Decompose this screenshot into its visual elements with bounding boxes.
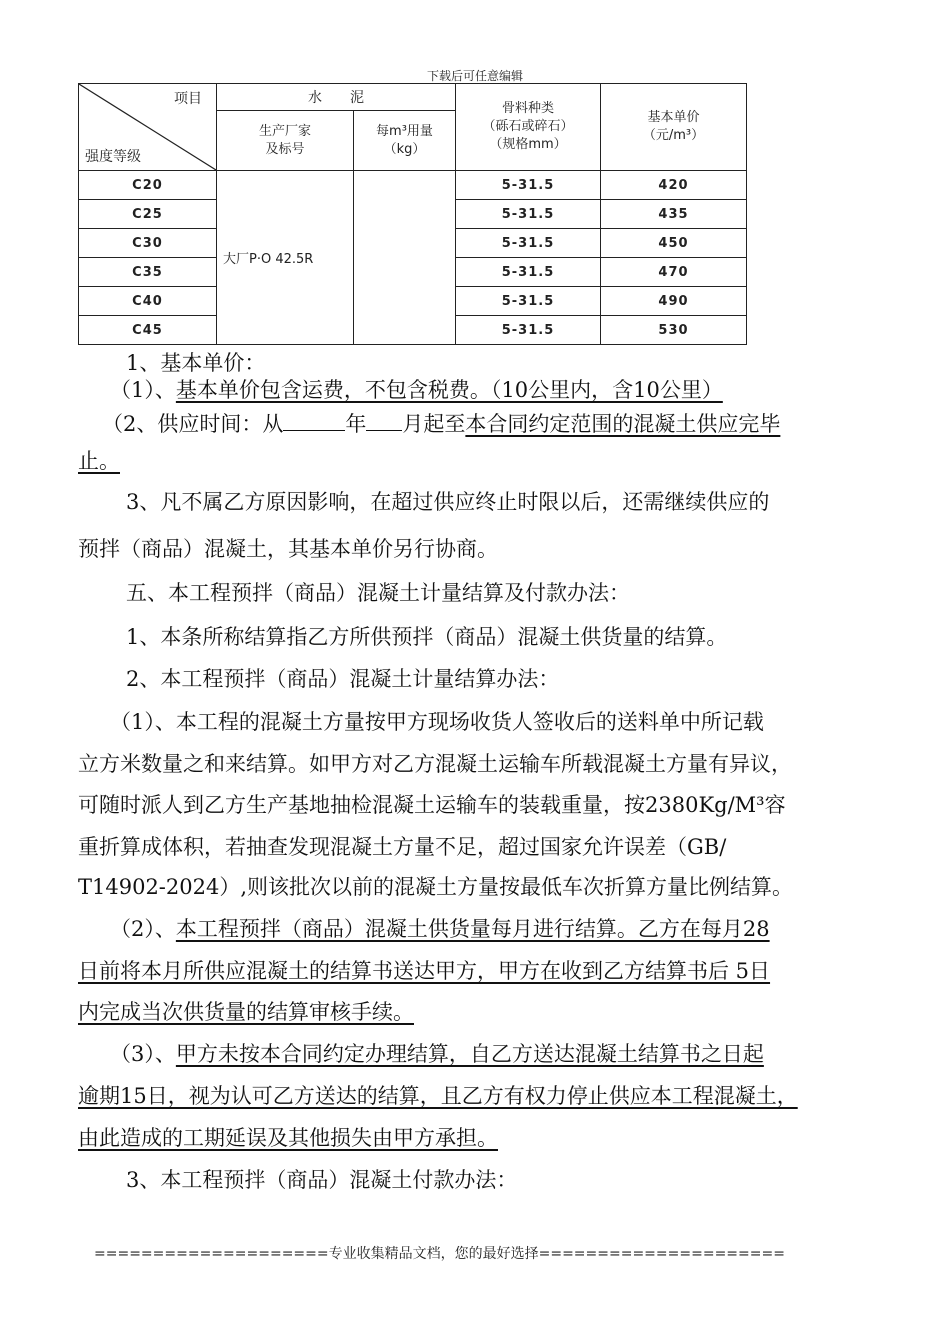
price-header: 基本单价 （元/m³） <box>601 84 747 171</box>
aggregate-header: 骨料种类 （砾石或碎石） （规格mm） <box>456 84 601 171</box>
paragraph-extension-1: 3、凡不属乙方原因影响，在超过供应终止时限以后，还需继续供应的 <box>126 490 770 514</box>
manufacturer-cell: 大厂P·O 42.5R <box>217 171 354 345</box>
paragraph-volume-4: 重折算成体积，若抽查发现混凝土方量不足，超过国家允许误差（GB/ <box>78 835 727 859</box>
grade-cell: C45 <box>79 316 217 345</box>
paragraph-volume-5: T14902-2024）,则该批次以前的混凝土方量按最低车次折算方量比例结算。 <box>78 875 794 899</box>
paragraph-settlement-definition: 1、本条所称结算指乙方所供预拌（商品）混凝土供货量的结算。 <box>126 625 728 649</box>
paragraph-supply-time-cont: 止。 <box>78 449 120 473</box>
aggregate-cell: 5-31.5 <box>456 200 601 229</box>
price-cell: 420 <box>601 171 747 200</box>
price-cell: 470 <box>601 258 747 287</box>
price-cell: 490 <box>601 287 747 316</box>
paragraph-overdue-1: （3）、甲方未按本合同约定办理结算，自乙方送达混凝土结算书之日起 <box>110 1042 764 1066</box>
usage-header: 每m³用量 （kg） <box>354 111 456 171</box>
paragraph-volume-3: 可随时派人到乙方生产基地抽检混凝土运输车的装载重量，按2380Kg/M³容 <box>78 793 786 817</box>
price-cell: 450 <box>601 229 747 258</box>
download-note: 下载后可任意编辑 <box>426 69 523 83</box>
paragraph-supply-time: （2、供应时间：从 年 月起至本合同约定范围的混凝土供应完毕 <box>102 412 781 436</box>
aggregate-cell: 5-31.5 <box>456 171 601 200</box>
grade-cell: C35 <box>79 258 217 287</box>
manufacturer-header: 生产厂家 及标号 <box>217 111 354 171</box>
paragraph-extension-2: 预拌（商品）混凝土，其基本单价另行协商。 <box>78 537 498 561</box>
grade-cell: C25 <box>79 200 217 229</box>
paragraph-monthly-3: 内完成当次供货量的结算审核手续。 <box>78 1000 414 1024</box>
paragraph-overdue-3: 由此造成的工期延误及其他损失由甲方承担。 <box>78 1126 498 1150</box>
paragraph-volume-1: （1）、本工程的混凝土方量按甲方现场收货人签收后的送料单中所记载 <box>110 710 764 734</box>
aggregate-cell: 5-31.5 <box>456 316 601 345</box>
usage-cell <box>354 171 456 345</box>
grade-cell: C30 <box>79 229 217 258</box>
paragraph-volume-2: 立方米数量之和来结算。如甲方对乙方混凝土运输车所载混凝土方量有异议， <box>78 752 792 776</box>
diagonal-header-cell <box>79 84 217 171</box>
grade-cell: C40 <box>79 287 217 316</box>
aggregate-cell: 5-31.5 <box>456 229 601 258</box>
paragraph-payment-method: 3、本工程预拌（商品）混凝土付款办法： <box>126 1168 518 1192</box>
diag-grade-label: 强度等级 <box>85 149 141 165</box>
paragraph-monthly-2: 日前将本月所供应混凝土的结算书送达甲方，甲方在收到乙方结算书后 5日 <box>78 959 771 983</box>
table-row <box>79 171 747 200</box>
aggregate-cell: 5-31.5 <box>456 287 601 316</box>
grade-cell: C20 <box>79 171 217 200</box>
price-cell: 530 <box>601 316 747 345</box>
cement-header: 水 泥 <box>217 84 456 111</box>
price-cell: 435 <box>601 200 747 229</box>
paragraph-price-includes: （1）、基本单价包含运费，不包含税费。（10公里内，含10公里） <box>110 378 723 402</box>
paragraph-settlement-method: 2、本工程预拌（商品）混凝土计量结算办法： <box>126 667 560 691</box>
section-heading-five: 五、本工程预拌（商品）混凝土计量结算及付款办法： <box>126 581 630 605</box>
diag-item-label: 项目 <box>174 91 202 107</box>
paragraph-unit-price-title: 1、基本单价： <box>126 351 266 375</box>
aggregate-cell: 5-31.5 <box>456 258 601 287</box>
paragraph-monthly-1: （2）、本工程预拌（商品）混凝土供货量每月进行结算。乙方在每月28 <box>110 917 770 941</box>
paragraph-overdue-2: 逾期15日，视为认可乙方送达的结算，且乙方有权力停止供应本工程混凝土， <box>78 1084 798 1108</box>
price-table <box>78 83 747 345</box>
footer-banner: ====================专业收集精品文档，您的最好选择===================== <box>94 1246 785 1262</box>
